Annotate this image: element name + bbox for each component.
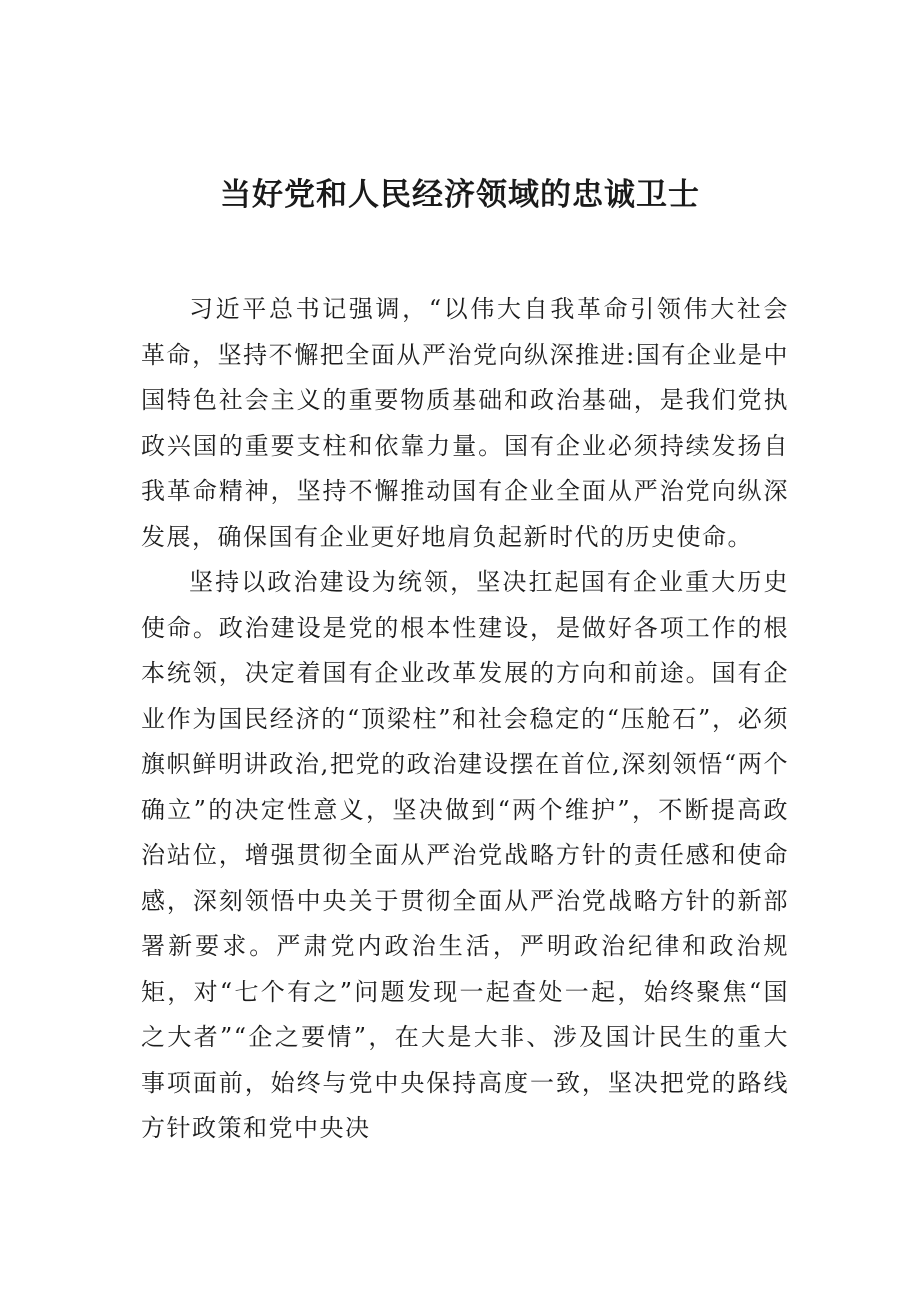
paragraph-2: 坚持以政治建设为统领，坚决扛起国有企业重大历史使命。政治建设是党的根本性建设，是做好各项工作的根本统领，决定着国有企业改革发展的方向和前途。国有企业作为国民经济的“顶梁柱”和社会稳定的“压舱石”，必须旗帜鲜明讲政治,把党的政治建设摆在首位,深刻领悟“两个确立”的决定性意义，坚决做到“两个维护”，不断提高政治站位，增强贯彻全面从严治党战略方针的责任感和使命感，深刻领悟中央关于贯彻全面从严治党战略方针的新部署新要求。严肃党内政治生活，严明政治纪律和政治规矩，对“七个有之”问题发现一起查处一起，始终聚焦“国之大者”“企之要情”，在大是大非、涉及国计民生的重大事项面前，始终与党中央保持高度一致，坚决把党的路线方针政策和党中央决 xyxy=(141,568,789,1142)
document-title: 当好党和人民经济领域的忠诚卫士 xyxy=(220,176,700,213)
paragraph-1: 习近平总书记强调，“以伟大自我革命引领伟大社会革命，坚持不懈把全面从严治党向纵深推进:国有企业是中国特色社会主义的重要物质基础和政治基础，是我们党执政兴国的重要支柱和依靠力量。国有企业必须持续发扬自我革命精神，坚持不懈推动国有企业全面从严治党向纵深发展，确保国有企业更好地肩负起新时代的历史使命。 xyxy=(141,295,789,551)
document-body xyxy=(141,287,789,1152)
